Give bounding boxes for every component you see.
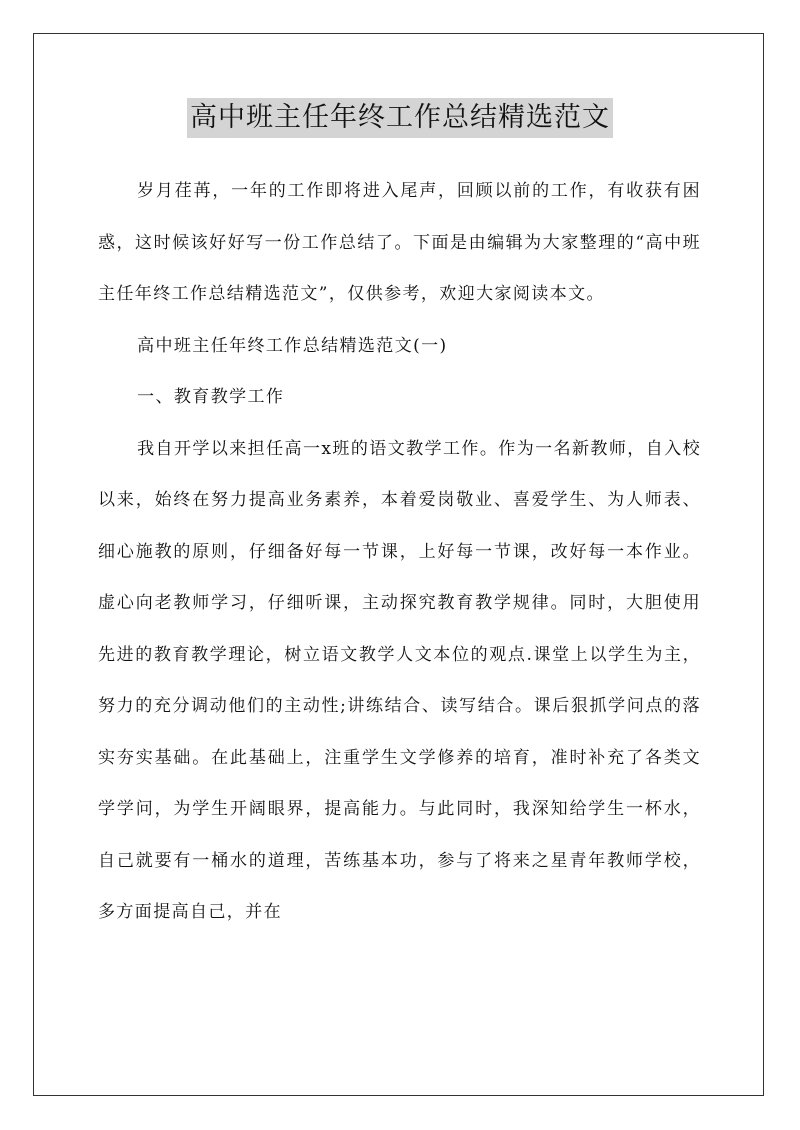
document-body	[98, 166, 701, 939]
body-paragraph: 我自开学以来担任高一x班的语文教学工作。作为一名新教师，自入校以来，始终在努力提高业务素养，本着爱岗敬业、喜爱学生、为人师表、细心施教的原则，仔细备好每一节课，上好每一节课，改好每一本作业。虚心向老教师学习，仔细听课，主动探究教育教学规律。同时，大胆使用先进的教育教学理论，树立语文教学人文本位的观点.课堂上以学生为主，努力的充分调动他们的主动性;讲练结合、读写结合。课后狠抓学问点的落实夯实基础。在此基础上，注重学生文学修养的培育，准时补充了各类文学学问，为学生开阔眼界，提高能力。与此同时，我深知给学生一杯水，自己就要有一桶水的道理，苦练基本功，参与了将来之星青年教师学校，多方面提高自己，并在	[98, 438, 701, 922]
intro-paragraph: 岁月荏苒，一年的工作即将进入尾声，回顾以前的工作，有收获有困惑，这时候该好好写一份工作总结了。下面是由编辑为大家整理的“高中班主任年终工作总结精选范文”，仅供参考，欢迎大家阅读本文。	[98, 181, 701, 304]
section-title: 高中班主任年终工作总结精选范文(一)	[137, 335, 448, 356]
document-title: 高中班主任年终工作总结精选范文	[187, 98, 613, 138]
title-container	[0, 98, 800, 138]
subsection-heading: 一、教育教学工作	[137, 387, 285, 407]
